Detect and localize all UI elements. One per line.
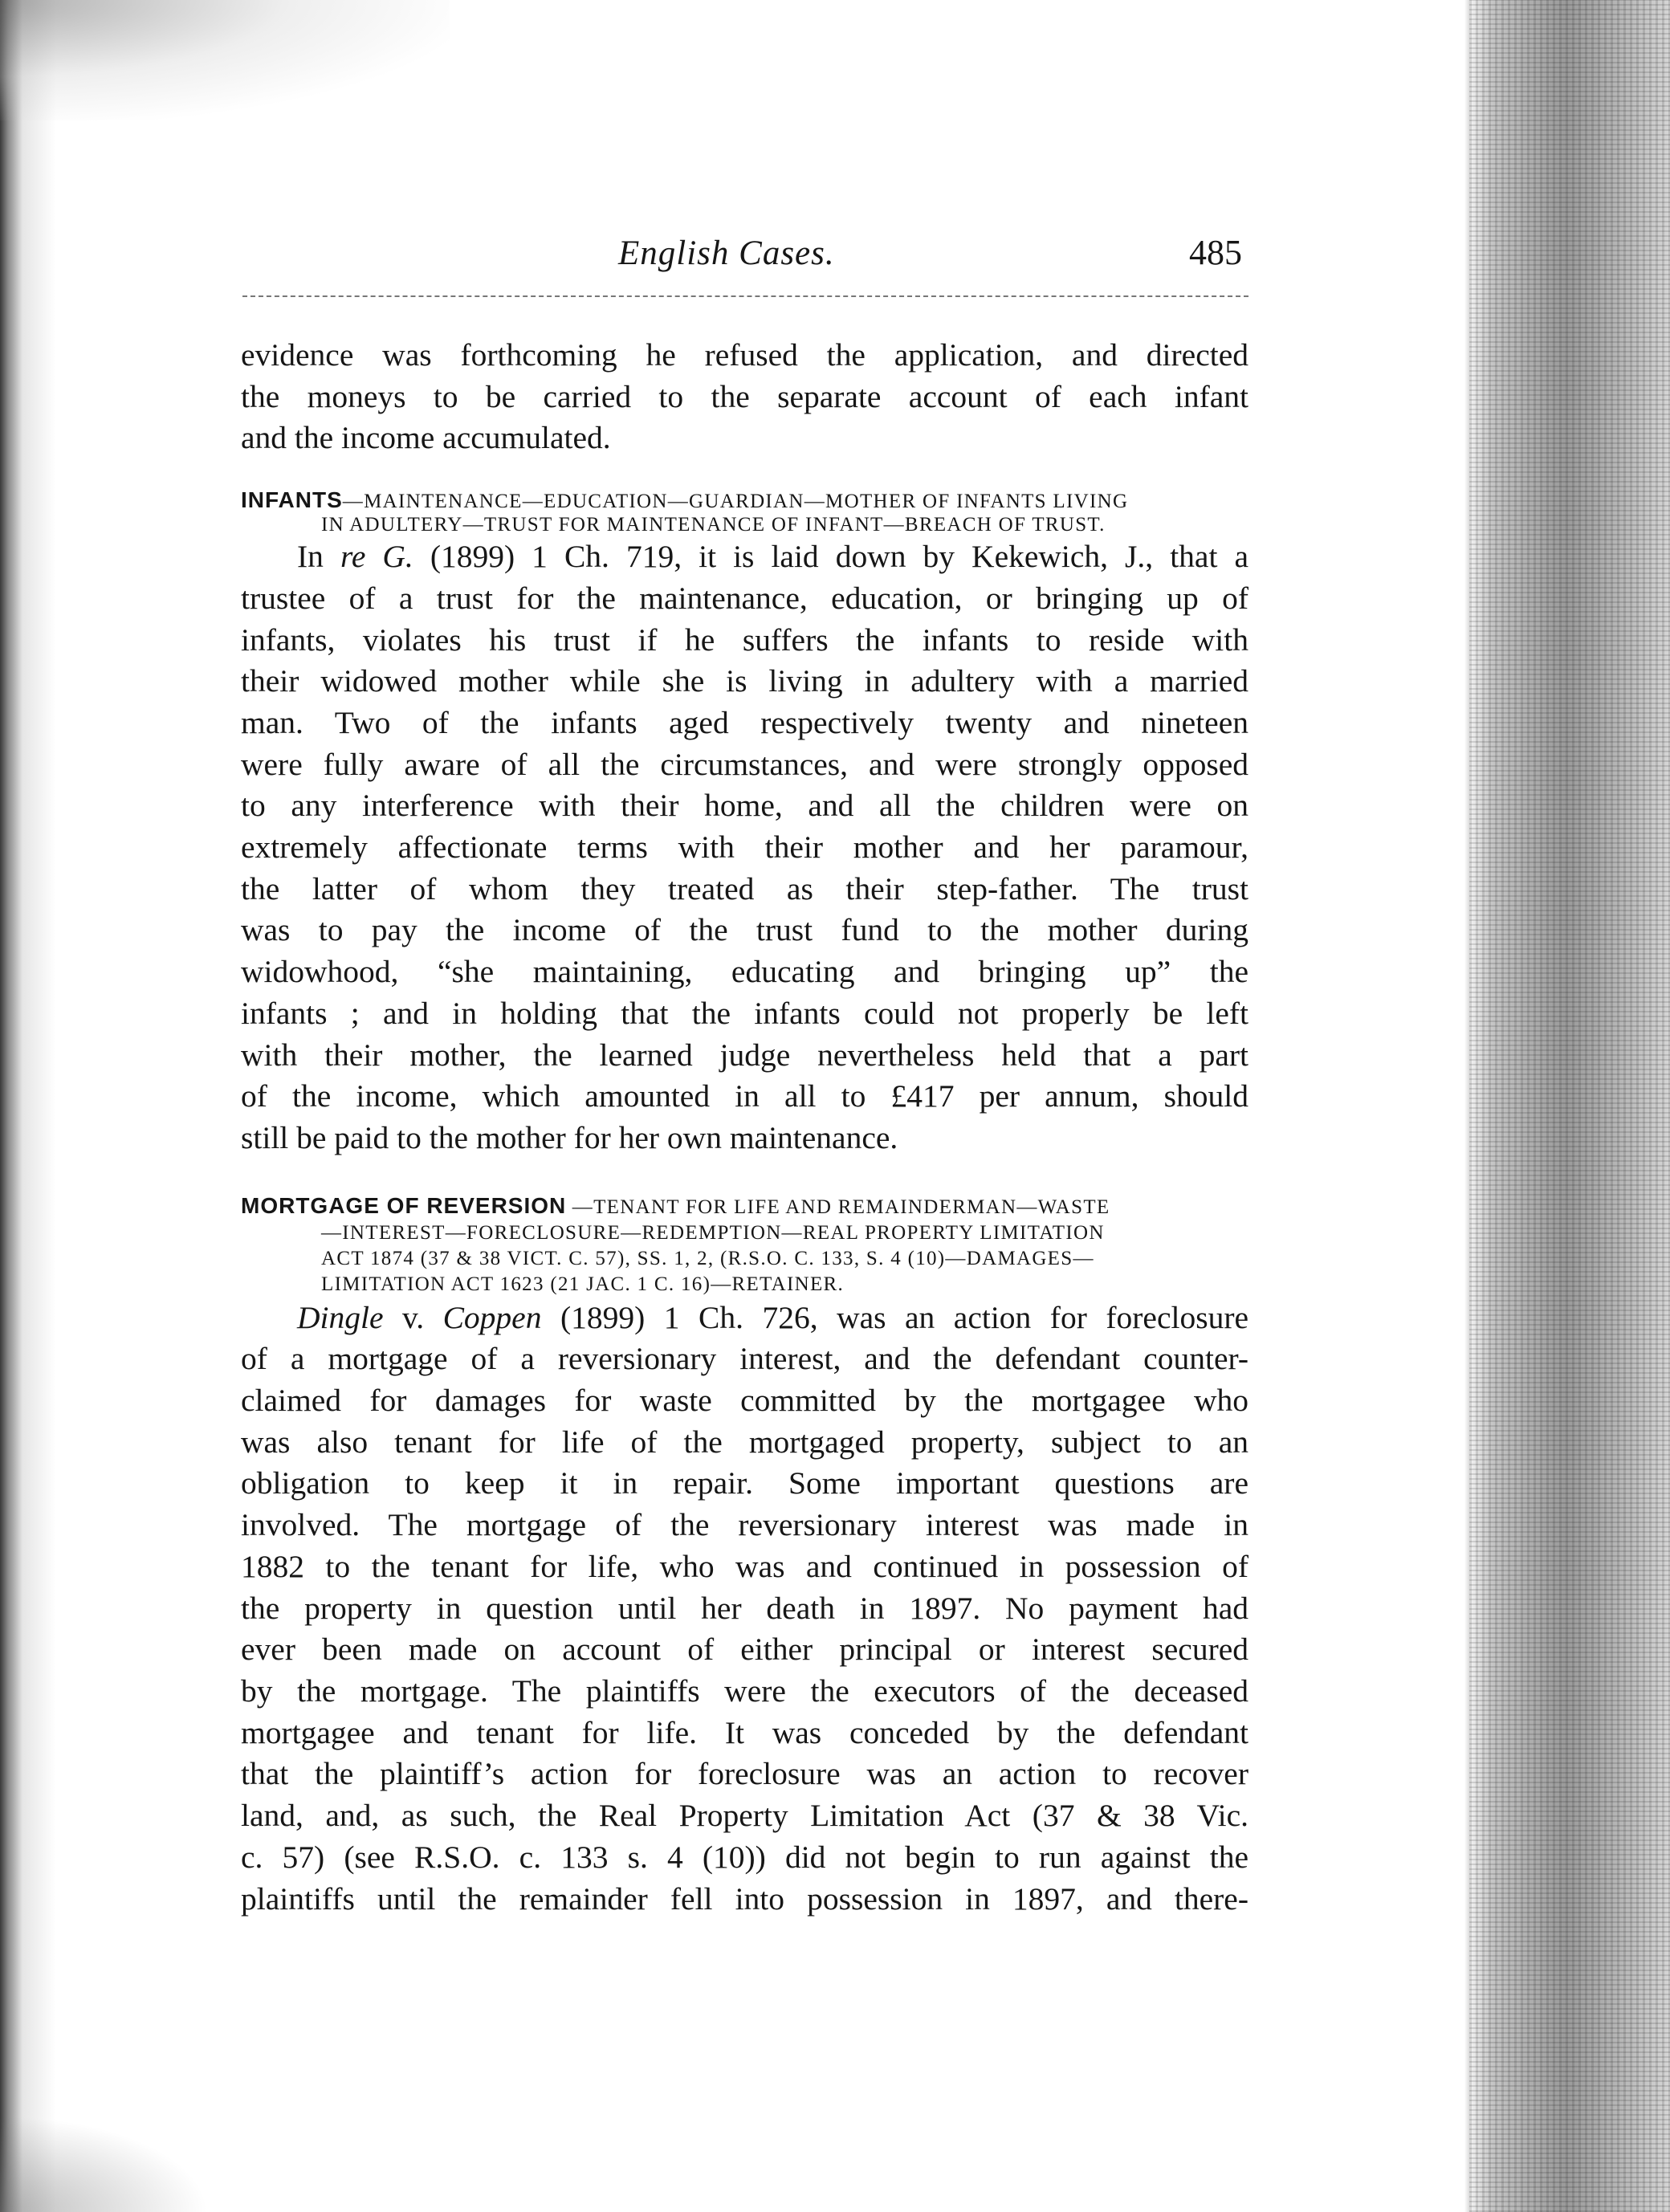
text-line: their widowed mother while she is living in adultery with a married	[241, 663, 1248, 699]
scan-top-shadow	[0, 0, 450, 120]
headnote-line	[241, 1193, 1248, 1220]
text-line: were fully aware of all the circumstances, and were strongly opposed	[241, 746, 1248, 782]
text-line: infants, violates his trust if he suffers the infants to reside with	[241, 621, 1248, 658]
case-versus: v.	[383, 1299, 443, 1335]
text-line-content: (1899) 1 Ch. 719, it is laid down by Kekewich, J., that a	[413, 539, 1249, 575]
text-line: by the mortgage. The plaintiffs were the executors of the deceased	[241, 1672, 1248, 1709]
headnote-text: —MAINTENANCE—EDUCATION—GUARDIAN—MOTHER OF INFANTS LIVING	[342, 491, 1129, 513]
text-line: that the plaintiff’s action for foreclosure was an action to recover	[241, 1756, 1248, 1792]
text-line: to any interference with their home, and all the children were on	[241, 788, 1248, 824]
text-line: of a mortgage of a reversionary interest, and the defendant counter-	[241, 1341, 1248, 1377]
header-rule	[242, 295, 1248, 297]
running-title: English Cases.	[618, 234, 835, 272]
headnote-line: —INTEREST—FORECLOSURE—REDEMPTION—REAL PROPERTY LIMITATION	[321, 1221, 1105, 1244]
section-infants	[241, 488, 1248, 1159]
section-lead: MORTGAGE OF REVERSION	[241, 1192, 567, 1218]
text-line: extremely affectionate terms with their mother and her paramour,	[241, 829, 1248, 866]
text-line: c. 57) (see R.S.O. c. 133 s. 4 (10)) did not begin to run against the	[241, 1839, 1248, 1875]
text-line: the latter of whom they treated as their step-father. The trust	[241, 870, 1248, 906]
text-line: man. Two of the infants aged respectively twenty and nineteen	[241, 704, 1248, 740]
text-line	[241, 536, 1248, 578]
headnote-line	[241, 488, 1248, 513]
text-line: evidence was forthcoming he refused the application, and directed	[241, 337, 1248, 373]
text-line: the property in question until her death in 1897. No payment had	[241, 1590, 1248, 1626]
headnote-line: IN ADULTERY—TRUST FOR MAINTENANCE OF INFANT—BREACH OF TRUST.	[321, 514, 1106, 536]
text-line	[241, 1297, 1248, 1339]
case-name-plaintiff: Dingle	[297, 1299, 384, 1335]
text-line: land, and, as such, the Real Property Limitation Act (37 & 38 Vic.	[241, 1798, 1248, 1834]
scan-bottom-shadow	[0, 2116, 209, 2212]
headnote-text: —TENANT FOR LIFE AND REMAINDERMAN—WASTE	[566, 1196, 1110, 1218]
text-line-content: (1899) 1 Ch. 726, was an action for foreclosure	[541, 1299, 1249, 1335]
case-name: re G.	[340, 539, 413, 575]
text-line: was to pay the income of the trust fund to the mother during	[241, 912, 1248, 948]
page-number: 485	[1189, 233, 1242, 272]
text-line: the moneys to be carried to the separate account of each infant	[241, 378, 1248, 414]
headnote-line: LIMITATION ACT 1623 (21 JAC. 1 C. 16)—RETAINER.	[321, 1273, 845, 1295]
section-headnote	[241, 1193, 1248, 1297]
section-mortgage	[241, 1193, 1248, 1921]
text-line: mortgagee and tenant for life. It was conceded by the defendant	[241, 1714, 1248, 1750]
section-body	[241, 1297, 1248, 1921]
text-line: with their mother, the learned judge nevertheless held that a part	[241, 1037, 1248, 1073]
scan-right-edge	[1469, 0, 1670, 2212]
scan-left-edge	[0, 0, 56, 2212]
text-line: still be paid to the mother for her own maintenance.	[241, 1119, 898, 1155]
text-line: widowhood, “she maintaining, educating and bringing up” the	[241, 954, 1248, 990]
text-line: of the income, which amounted in all to £417 per annum, should	[241, 1078, 1248, 1114]
text-line: trustee of a trust for the maintenance, education, or bringing up of	[241, 580, 1248, 616]
case-intro: In	[297, 539, 324, 575]
section-headnote	[241, 488, 1248, 536]
text-line: obligation to keep it in repair. Some important questions are	[241, 1465, 1248, 1501]
section-lead: INFANTS	[241, 487, 343, 513]
text-line: ever been made on account of either principal or interest secured	[241, 1632, 1248, 1668]
text-line: infants ; and in holding that the infants could not properly be left	[241, 995, 1248, 1031]
text-line: 1882 to the tenant for life, who was and continued in possession of	[241, 1548, 1248, 1584]
intro-paragraph	[241, 335, 1248, 459]
headnote-line: ACT 1874 (37 & 38 VICT. C. 57), SS. 1, 2, (R.S.O. C. 133, S. 4 (10)—DAMAGES—	[321, 1247, 1094, 1269]
text-line: and the income accumulated.	[241, 420, 611, 456]
section-body	[241, 536, 1248, 1159]
running-head	[241, 229, 1248, 287]
text-line: claimed for damages for waste committed by the mortgagee who	[241, 1383, 1248, 1419]
text-line: involved. The mortgage of the reversionary interest was made in	[241, 1507, 1248, 1543]
case-name-defendant: Coppen	[442, 1299, 542, 1335]
book-page	[241, 229, 1248, 1920]
text-line: plaintiffs until the remainder fell into possession in 1897, and there-	[241, 1880, 1248, 1917]
text-line: was also tenant for life of the mortgaged property, subject to an	[241, 1424, 1248, 1460]
